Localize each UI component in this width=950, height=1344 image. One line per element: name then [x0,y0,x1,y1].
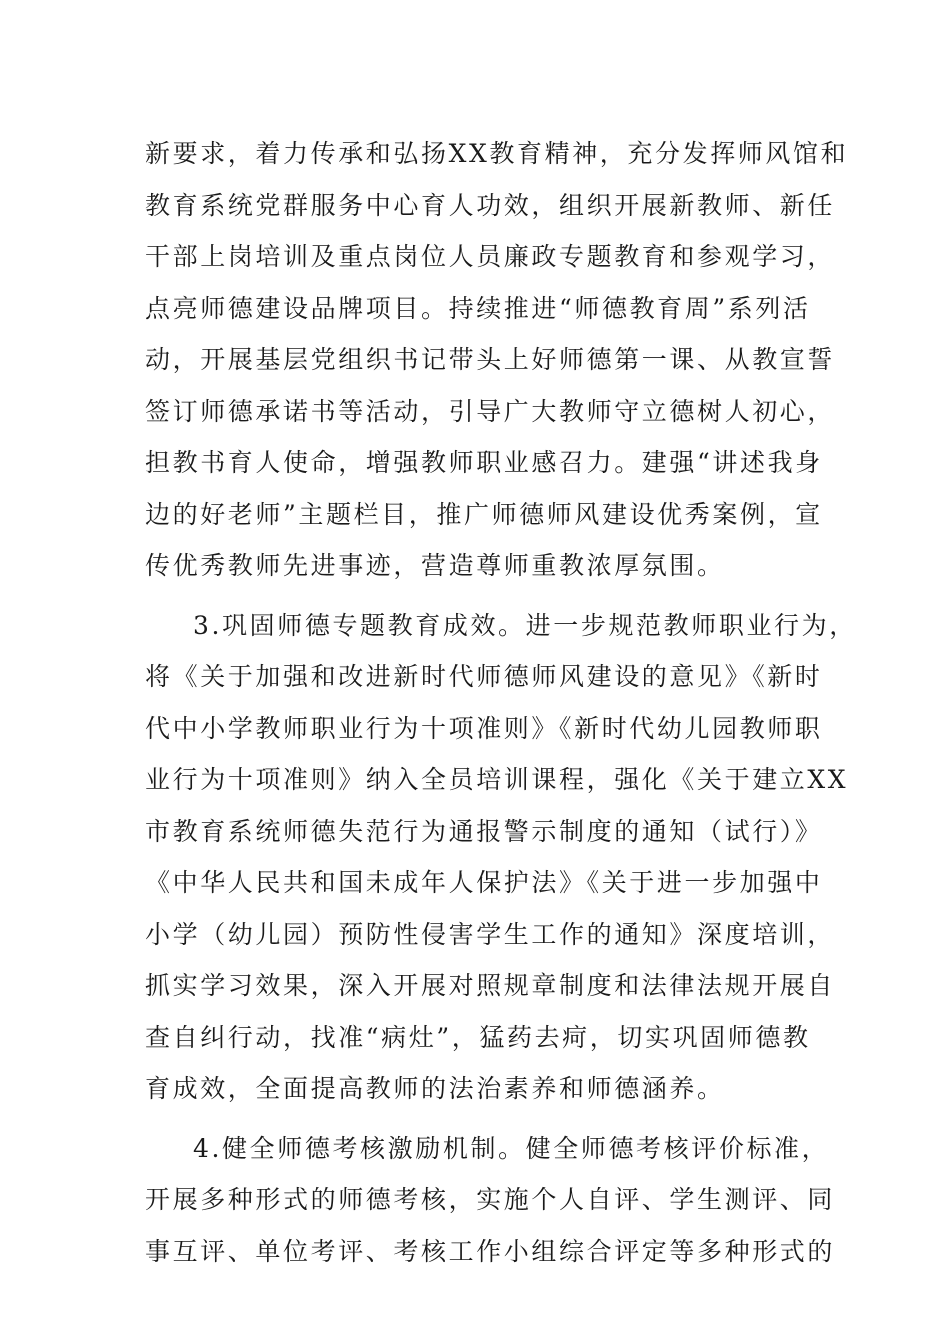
paragraph-3-consolidate-education [145,600,857,1115]
text-line-indented: 3.巩固师德专题教育成效。进一步规范教师职业行为， [193,610,857,640]
text-line: 传优秀教师先进事迹，营造尊师重教浓厚氛围。 [145,551,725,580]
text-line: 查自纠行动，找准“病灶”，猛药去疴，切实巩固师德教 [145,1022,811,1052]
text-line: 代中小学教师职业行为十项准则》《新时代幼儿园教师职 [145,713,823,743]
text-line: 动，开展基层党组织书记带头上好师德第一课、从教宣誓 [145,345,836,374]
text-line: 业行为十项准则》纳入全员培训课程，强化《关于建立XX [145,765,849,794]
text-line: 教育系统党群服务中心育人功效，组织开展新教师、新任 [145,190,836,220]
text-line: 抓实学习效果，深入开展对照规章制度和法律法规开展自 [145,971,836,1000]
text-line: 事互评、单位考评、考核工作小组综合评定等多种形式的 [145,1236,836,1266]
text-line: 市教育系统师德失范行为通报警示制度的通知（试行）》 [145,816,823,846]
text-line: 边的好老师”主题栏目，推广师德师风建设优秀案例，宣 [145,499,823,529]
document-body [145,128,857,1277]
text-line: 开展多种形式的师德考核，实施个人自评、学生测评、同 [145,1185,836,1214]
paragraph-teacher-ethics-activities [145,128,849,592]
paragraph-4-assessment-mechanism [145,1123,836,1278]
text-line: 《中华人民共和国未成年人保护法》《关于进一步加强中 [145,868,823,897]
text-line: 签订师德承诺书等活动，引导广大教师守立德树人初心， [145,396,836,426]
text-line: 担教书育人使命，增强教师职业感召力。建强“讲述我身 [145,448,823,477]
text-line: 点亮师德建设品牌项目。持续推进“师德教育周”系列活 [145,293,811,323]
text-line: 新要求，着力传承和弘扬XX教育精神，充分发挥师风馆和 [145,139,849,168]
text-line: 干部上岗培训及重点岗位人员廉政专题教育和参观学习， [145,242,836,271]
text-line: 育成效，全面提高教师的法治素养和师德涵养。 [145,1074,725,1103]
text-line: 小学（幼儿园）预防性侵害学生工作的通知》深度培训， [145,919,836,949]
text-line-indented: 4.健全师德考核激励机制。健全师德考核评价标准， [193,1133,830,1163]
text-line: 将《关于加强和改进新时代师德师风建设的意见》《新时 [145,662,823,691]
